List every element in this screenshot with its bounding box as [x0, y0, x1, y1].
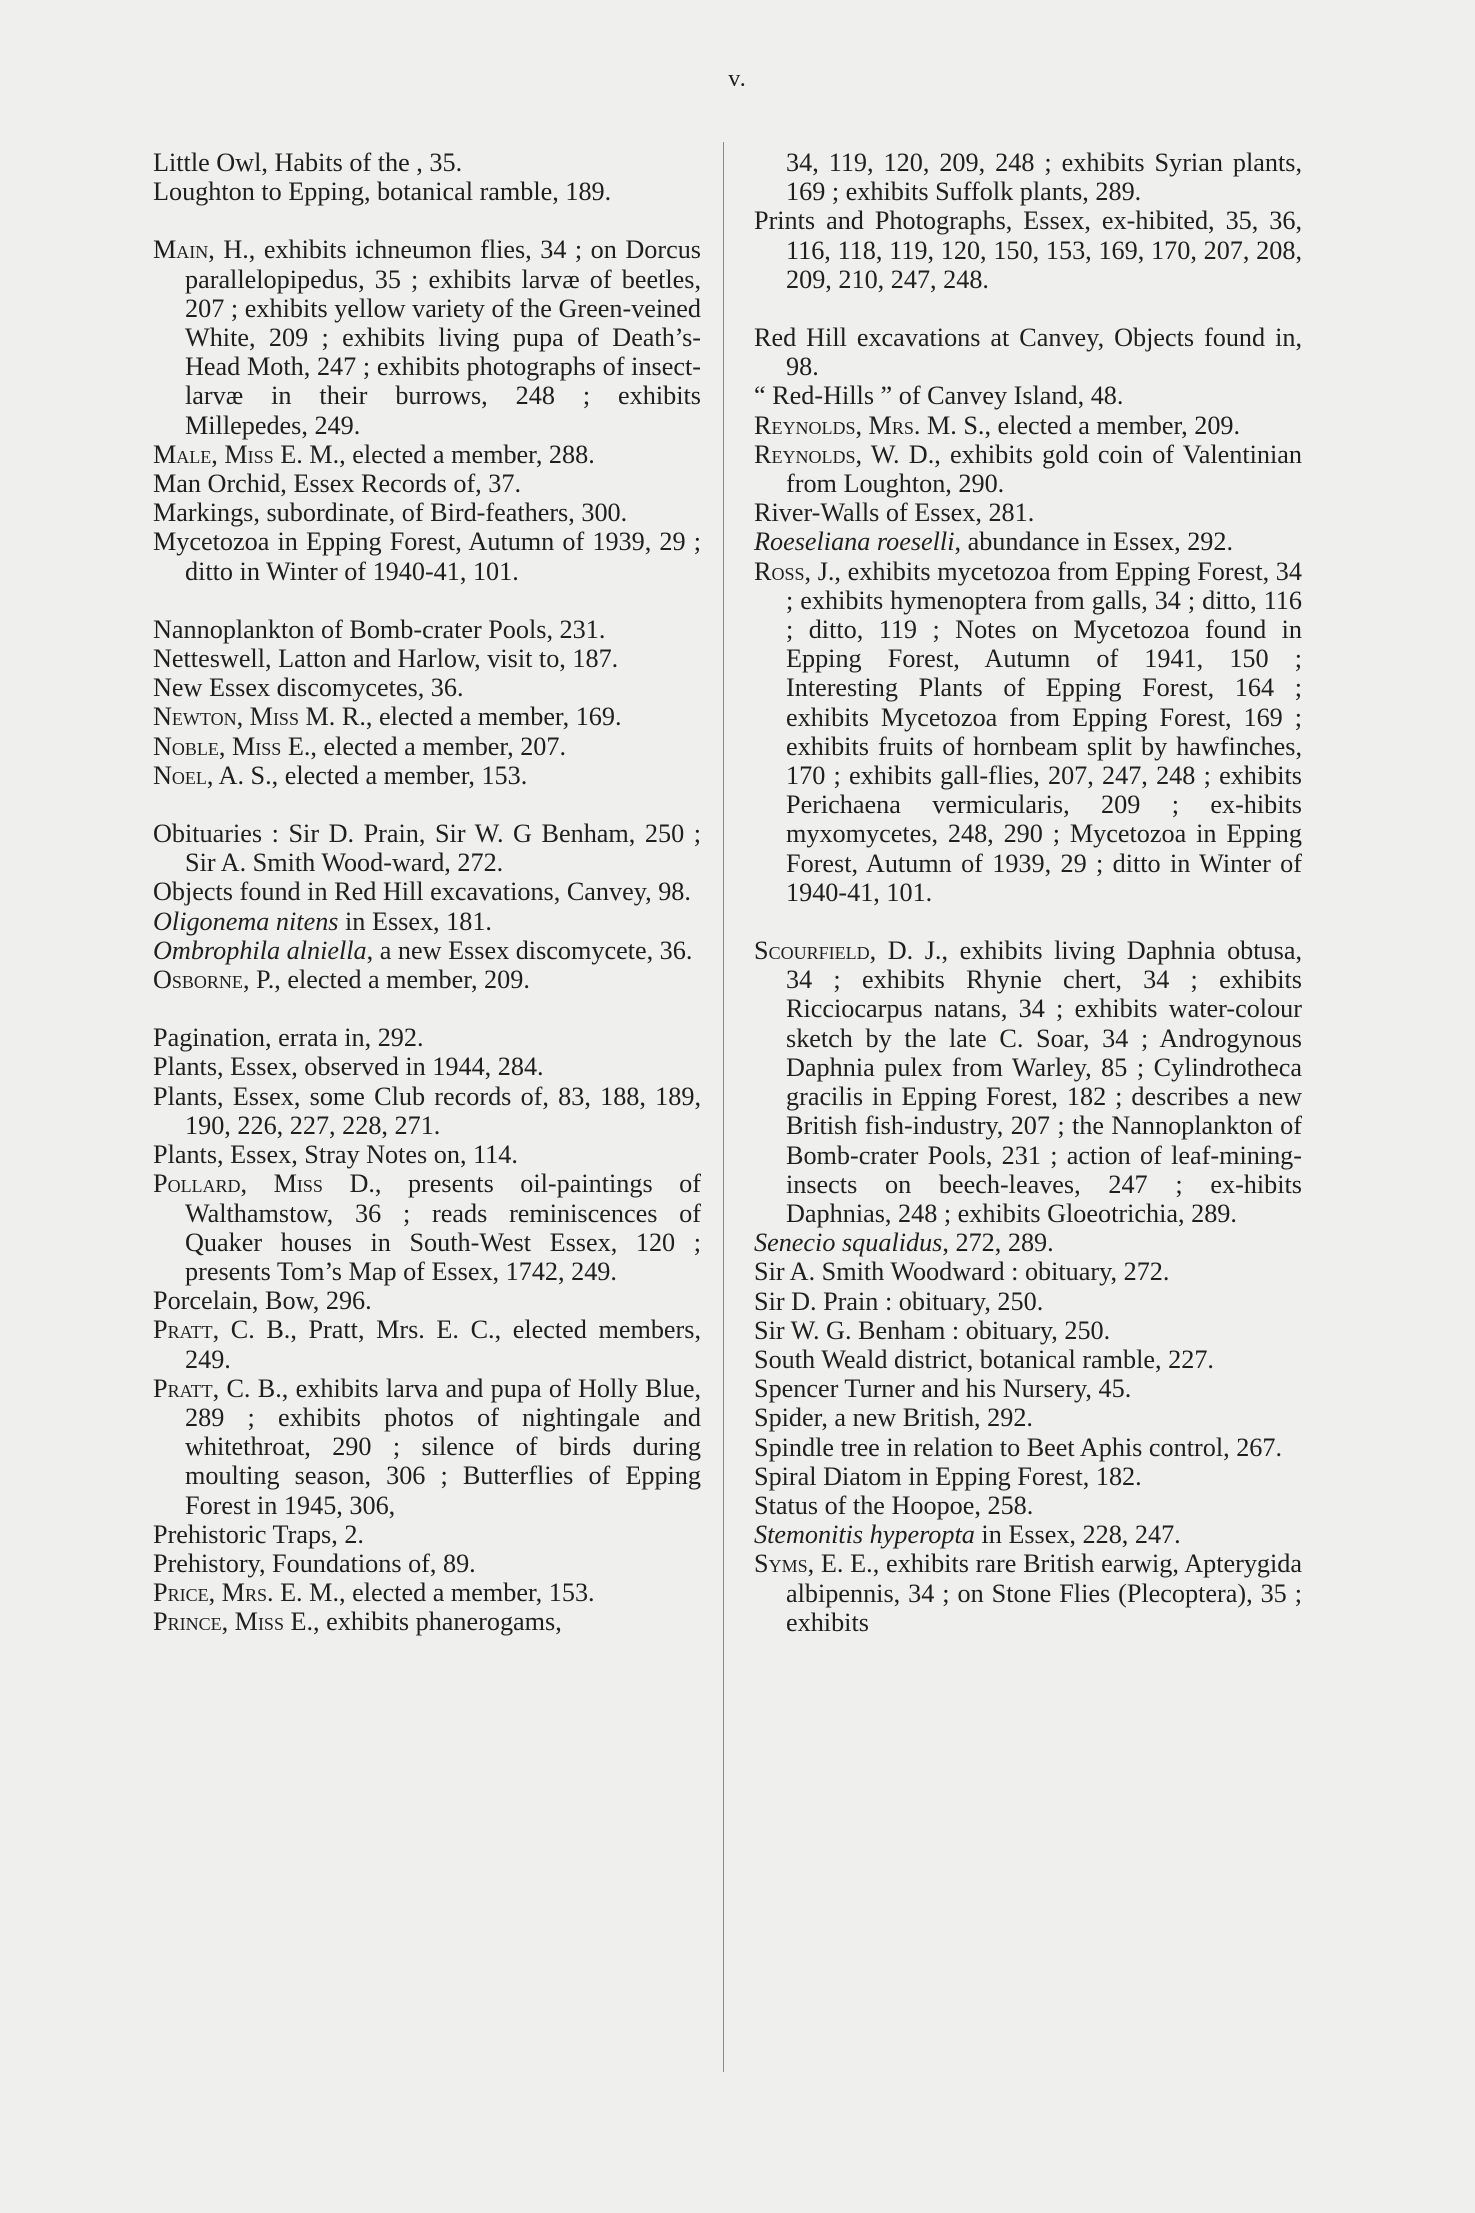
index-entry — [153, 1578, 701, 1607]
entry-name: Reynolds, Mrs. — [754, 410, 921, 440]
index-entry — [754, 206, 1302, 294]
entry-name: Prince, Miss — [153, 1607, 284, 1637]
entry-text: , H., exhibits ichneumon flies, 34 ; on Dorcus parallelopipedus, 35 ; exhibits larvæ of beetles, 207 ; exhibits yellow variety of the Green-veined White, 209 ; exhibits living pupa of Death’s-Head Moth, 247 ; exhibits photographs of insect-larvæ in their burrows, 248 ; exhibits Millepedes, 249. — [185, 235, 701, 440]
left-column — [153, 148, 701, 1637]
entry-text: Sir D. Prain : obituary, 250. — [754, 1286, 1044, 1316]
index-entry — [153, 877, 701, 906]
index-entry — [754, 411, 1302, 440]
entry-text: Plants, Essex, Stray Notes on, 114. — [153, 1140, 518, 1170]
entry-text: Plants, Essex, observed in 1944, 284. — [153, 1052, 544, 1082]
entry-text: “ Red-Hills ” of Canvey Island, 48. — [754, 381, 1124, 411]
entry-name: Pratt — [153, 1373, 213, 1403]
entry-text: Sir A. Smith Woodward : obituary, 272. — [754, 1257, 1170, 1287]
index-entry — [754, 1316, 1302, 1345]
index-entry — [153, 965, 701, 994]
index-entry — [153, 644, 701, 673]
index-entry — [153, 702, 701, 731]
entry-text: Obituaries : Sir D. Prain, Sir W. G Benham, 250 ; Sir A. Smith Wood-ward, 272. — [153, 819, 701, 878]
entry-name: Syms — [754, 1549, 808, 1579]
index-entry — [153, 761, 701, 790]
entry-name: Reynolds — [754, 439, 856, 469]
entry-text: Plants, Essex, some Club records of, 83, 188, 189, 190, 226, 227, 228, 271. — [153, 1081, 701, 1140]
index-entry — [153, 1520, 701, 1549]
entry-text: , a new Essex discomycete, 36. — [366, 935, 693, 965]
index-entry — [754, 1287, 1302, 1316]
entry-text: Prehistoric Traps, 2. — [153, 1519, 364, 1549]
entry-text: Spider, a new British, 292. — [754, 1403, 1033, 1433]
index-entry — [754, 1462, 1302, 1491]
entry-name: Noel — [153, 760, 207, 790]
index-entry — [153, 615, 701, 644]
page-number: v. — [728, 66, 747, 92]
entry-name: Pratt — [153, 1315, 213, 1345]
section-gap — [754, 907, 1302, 936]
index-entry — [754, 527, 1302, 556]
index-entry — [153, 1607, 701, 1636]
entry-text: E. M., elected a member, 153. — [273, 1578, 595, 1608]
entry-text: Pagination, errata in, 292. — [153, 1023, 424, 1053]
index-entry — [754, 148, 1302, 206]
entry-text: , J., exhibits mycetozoa from Epping Forest, 34 ; exhibits hymenoptera from galls, 34 ; ditto, 116 ; ditto, 119 ; Notes on Mycetozoa found in Epping Forest, Autumn of 1941, 150 ; Interesting Plants of Epping Forest, 164 ; exhibits Mycetozoa from Epping Forest, 169 ; exhibits fruits of hornbeam split by hawfinches, 170 ; exhibits gall-flies, 207, 247, 248 ; exhibits Perichaena vermicularis, 209 ; ex-hibits myxomycetes, 248, 290 ; Mycetozoa in Epping Forest, Autumn of 1939, 29 ; ditto in Winter of 1940-41, 101. — [786, 556, 1302, 907]
index-entry — [754, 1491, 1302, 1520]
index-entry — [153, 527, 701, 585]
entry-text: E. M., elected a member, 288. — [273, 439, 595, 469]
entry-name: Male, Miss — [153, 439, 274, 469]
entry-text: , P., elected a member, 209. — [242, 965, 530, 995]
right-column — [754, 148, 1302, 1637]
entry-text: E., exhibits phanerogams, — [283, 1607, 562, 1637]
entry-species: Ombrophila alniella — [153, 935, 367, 965]
index-entry — [153, 1082, 701, 1140]
index-entry — [153, 1052, 701, 1081]
column-divider — [723, 142, 724, 2072]
index-entry — [754, 557, 1302, 907]
index-entry — [153, 936, 701, 965]
index-entry — [754, 1549, 1302, 1637]
entry-text: South Weald district, botanical ramble, 227. — [754, 1344, 1214, 1374]
index-entry — [754, 1257, 1302, 1286]
index-entry — [754, 1433, 1302, 1462]
index-entry — [153, 673, 701, 702]
index-entry — [754, 936, 1302, 1228]
entry-text: M. R., elected a member, 169. — [298, 702, 622, 732]
entry-text: Nannoplankton of Bomb-crater Pools, 231. — [153, 614, 606, 644]
entry-text: , E. E., exhibits rare British earwig, Apterygida albipennis, 34 ; on Stone Flies (Plecoptera), 35 ; exhibits — [786, 1549, 1302, 1637]
entry-text: Netteswell, Latton and Harlow, visit to, 187. — [153, 644, 619, 674]
index-entry — [153, 469, 701, 498]
entry-text: , A. S., elected a member, 153. — [206, 760, 528, 790]
index-entry — [153, 1549, 701, 1578]
entry-name: Scourfield — [754, 936, 870, 966]
index-entry — [754, 1520, 1302, 1549]
entry-text: Status of the Hoopoe, 258. — [754, 1490, 1034, 1520]
entry-text: New Essex discomycetes, 36. — [153, 673, 464, 703]
entry-text: Prehistory, Foundations of, 89. — [153, 1548, 476, 1578]
entry-text: Spiral Diatom in Epping Forest, 182. — [754, 1461, 1142, 1491]
index-entry — [153, 1023, 701, 1052]
entry-name: Pollard, Miss — [153, 1169, 323, 1199]
entry-name: Newton, Miss — [153, 702, 299, 732]
index-entry — [153, 148, 701, 177]
entry-text: Objects found in Red Hill excavations, Canvey, 98. — [153, 877, 691, 907]
index-entry — [754, 1228, 1302, 1257]
section-gap — [153, 790, 701, 819]
index-entry — [153, 907, 701, 936]
entry-text: Little Owl, Habits of the , 35. — [153, 148, 463, 177]
entry-text: Spencer Turner and his Nursery, 45. — [754, 1374, 1132, 1404]
entry-text: Markings, subordinate, of Bird-feathers, 300. — [153, 498, 628, 528]
entry-species: Stemonitis hyperopta — [754, 1520, 975, 1550]
entry-text: , D. J., exhibits living Daphnia obtusa, 34 ; exhibits Rhynie chert, 34 ; exhibits Ricciocarpus natans, 34 ; exhibits water-colour sketch by the late C. Soar, 34 ; Androgynous Daphnia pulex from Warley, 85 ; Cylindrotheca gracilis in Epping Forest, 182 ; describes a new British fish-industry, 207 ; the Nannoplankton of Bomb-crater Pools, 231 ; action of leaf-mining-insects on beech-leaves, 247 ; ex-hibits Daphnias, 248 ; exhibits Gloeotrichia, 289. — [786, 936, 1302, 1228]
section-gap — [153, 994, 701, 1023]
entry-text: Red Hill excavations at Canvey, Objects found in, 98. — [754, 323, 1302, 382]
index-entry — [754, 1403, 1302, 1432]
entry-text: Sir W. G. Benham : obituary, 250. — [754, 1315, 1111, 1345]
entry-text: River-Walls of Essex, 281. — [754, 498, 1035, 528]
index-entry — [153, 1140, 701, 1169]
index-entry — [153, 1169, 701, 1286]
entry-text: E., elected a member, 207. — [281, 731, 567, 761]
index-entry — [754, 323, 1302, 381]
entry-name: Noble, Miss — [153, 731, 282, 761]
entry-text: , W. D., exhibits gold coin of Valentinian from Loughton, 290. — [786, 439, 1302, 499]
entry-text: Loughton to Epping, botanical ramble, 189. — [153, 177, 612, 207]
entry-species: Senecio squalidus — [754, 1228, 943, 1258]
index-entry — [153, 732, 701, 761]
entry-text: D., presents oil-paintings of Walthamstow, 36 ; reads reminiscences of Quaker houses in South-West Essex, 120 ; presents Tom’s Map of Essex, 1742, 249. — [185, 1169, 701, 1286]
entry-species: Oligonema nitens — [153, 906, 339, 936]
index-entry — [153, 498, 701, 527]
entry-text: Prints and Photographs, Essex, ex-hibited, 35, 36, 116, 118, 119, 120, 150, 153, 169, 170, 207, 208, 209, 210, 247, 248. — [754, 206, 1302, 294]
index-entry — [153, 1315, 701, 1373]
entry-text: Spindle tree in relation to Beet Aphis control, 267. — [754, 1432, 1283, 1462]
entry-text: Mycetozoa in Epping Forest, Autumn of 1939, 29 ; ditto in Winter of 1940-41, 101. — [153, 527, 701, 586]
index-entry — [754, 1374, 1302, 1403]
entry-species: Roeseliana roeselli — [754, 527, 955, 557]
section-gap — [754, 294, 1302, 323]
section-gap — [153, 206, 701, 235]
index-entry — [153, 235, 701, 439]
entry-name: Price, Mrs. — [153, 1578, 274, 1608]
index-entry — [153, 440, 701, 469]
index-entry — [153, 1374, 701, 1520]
index-entry — [754, 440, 1302, 498]
entry-text: in Essex, 228, 247. — [974, 1520, 1181, 1550]
section-gap — [153, 586, 701, 615]
index-entry — [754, 498, 1302, 527]
entry-text: Man Orchid, Essex Records of, 37. — [153, 469, 522, 499]
index-entry — [754, 381, 1302, 410]
entry-name: Main — [153, 235, 209, 265]
entry-text: , C. B., Pratt, Mrs. E. C., elected members, 249. — [185, 1315, 701, 1374]
entry-text: , abundance in Essex, 292. — [954, 527, 1234, 557]
entry-text: , 272, 289. — [942, 1228, 1054, 1258]
entry-text: Porcelain, Bow, 296. — [153, 1286, 372, 1316]
index-entry — [153, 819, 701, 877]
entry-text: 34, 119, 120, 209, 248 ; exhibits Syrian plants, 169 ; exhibits Suffolk plants, 289. — [786, 148, 1302, 207]
entry-name: Ross — [754, 556, 805, 586]
entry-text: in Essex, 181. — [338, 906, 492, 936]
entry-text: M. S., elected a member, 209. — [920, 410, 1241, 440]
entry-name: Osborne — [153, 965, 243, 995]
index-entry — [754, 1345, 1302, 1374]
entry-text: , C. B., exhibits larva and pupa of Holly Blue, 289 ; exhibits photos of nightingale and whitethroat, 290 ; silence of birds during moulting season, 306 ; Butterflies of Epping Forest in 1945, 306, — [185, 1373, 701, 1520]
index-entry — [153, 177, 701, 206]
index-entry — [153, 1286, 701, 1315]
